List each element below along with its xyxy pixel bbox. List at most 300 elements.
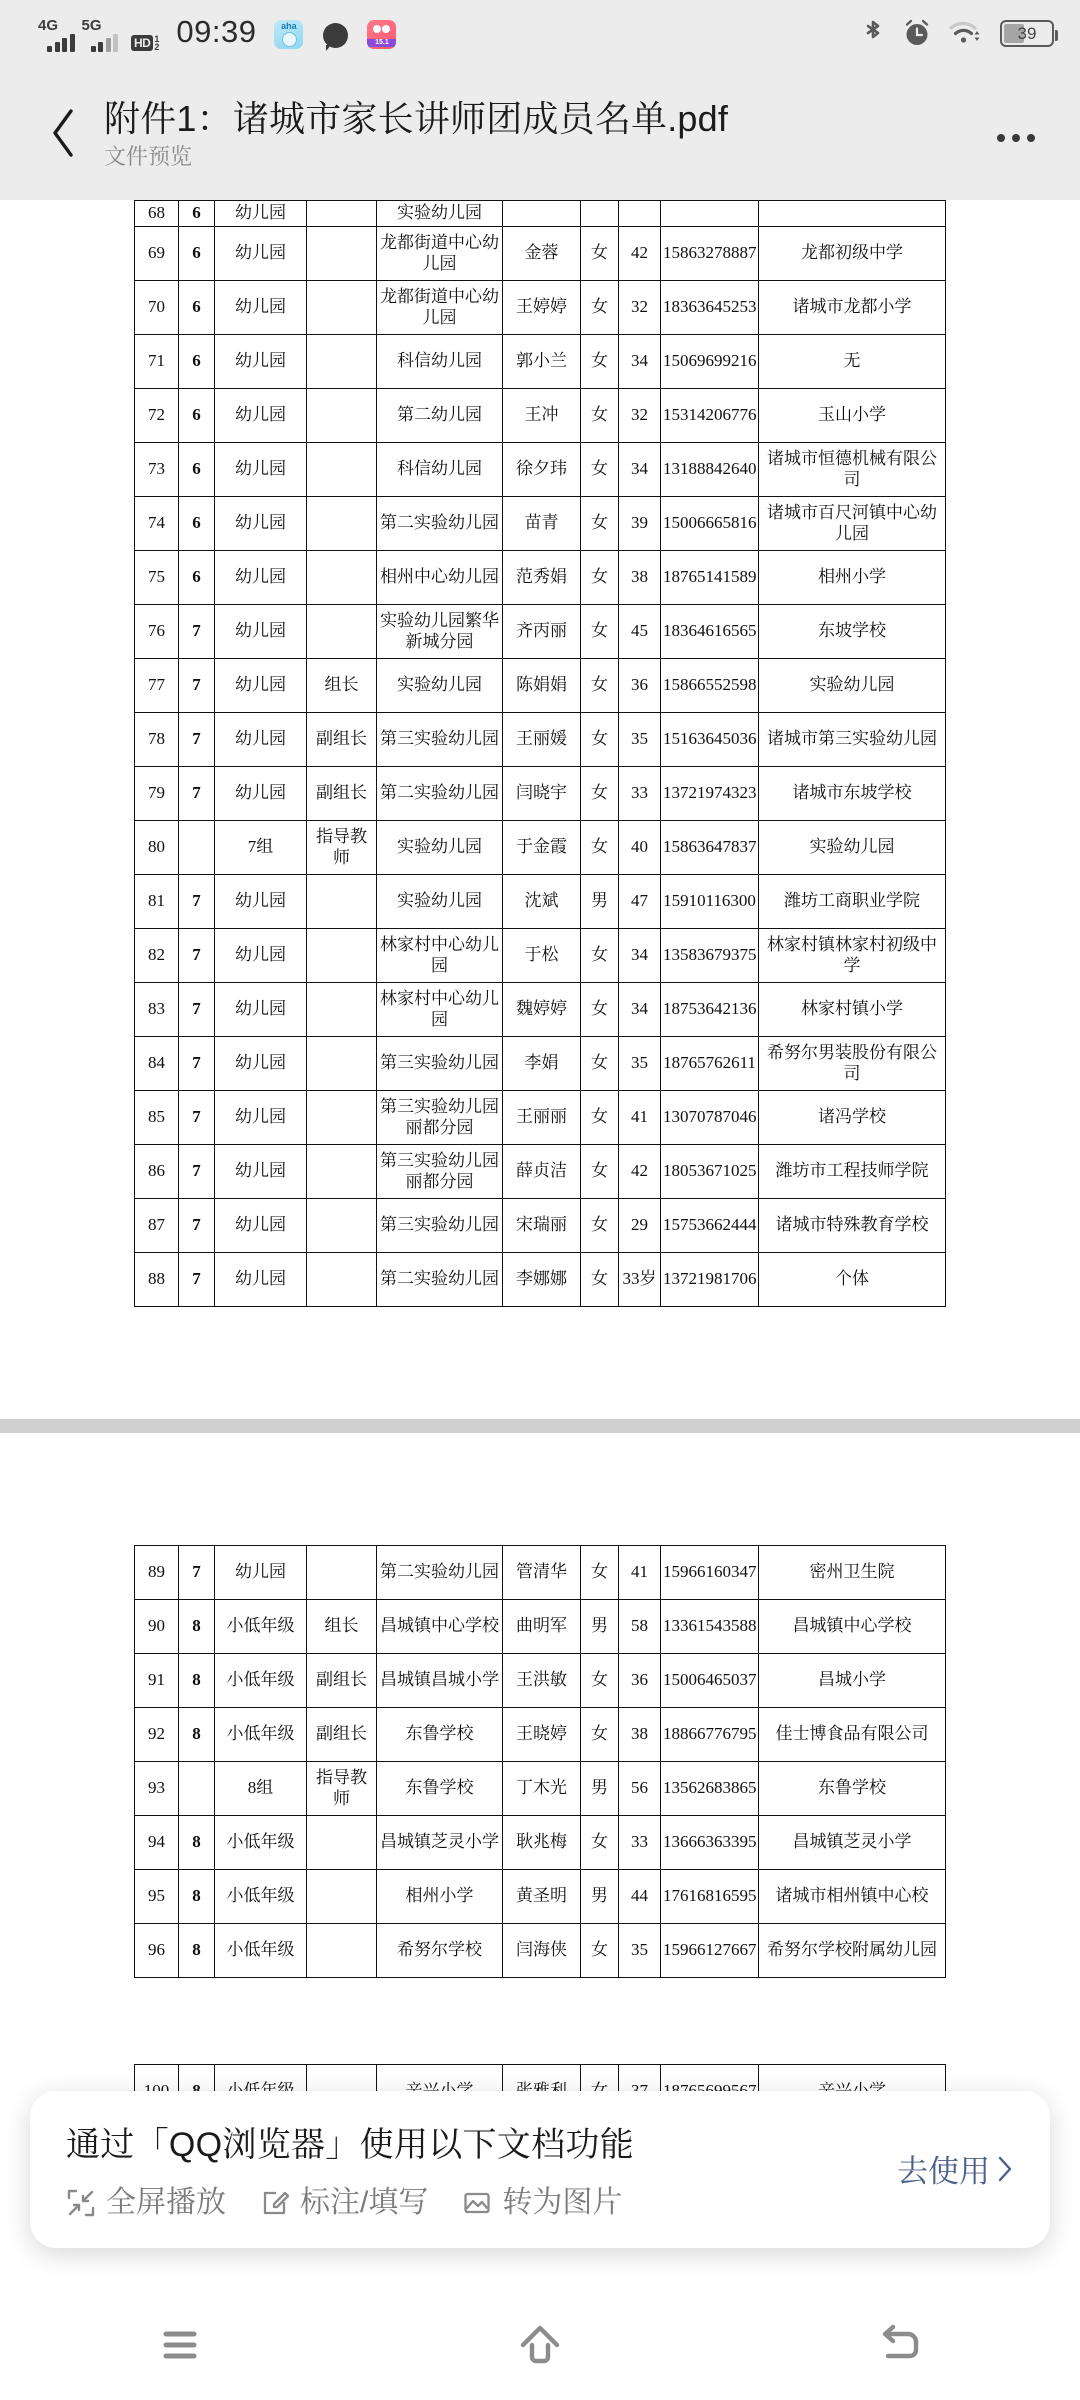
cell-stage: 幼儿园 (215, 1145, 307, 1199)
header-title-block (104, 98, 980, 168)
cell-group: 6 (179, 443, 215, 497)
signal-4g-icon (38, 18, 75, 52)
cell-no: 82 (135, 929, 179, 983)
cell-name: 齐丙丽 (503, 605, 581, 659)
cell-stage: 幼儿园 (215, 1199, 307, 1253)
cell-unit: 龙都街道中心幼儿园 (377, 227, 503, 281)
cell-phone (661, 201, 759, 227)
cell-group: 7 (179, 713, 215, 767)
cell-no: 93 (135, 1762, 179, 1816)
annotate-icon (260, 2188, 290, 2218)
cell-stage: 幼儿园 (215, 335, 307, 389)
table-row (135, 281, 946, 335)
cell-group: 7 (179, 1199, 215, 1253)
cell-role: 指导教师 (307, 1762, 377, 1816)
cell-sex: 男 (581, 1870, 619, 1924)
cell-org: 诸城市龙都小学 (759, 281, 946, 335)
table-body-page-2 (135, 1546, 946, 1978)
cell-name: 王洪敏 (503, 1654, 581, 1708)
cell-name: 徐夕玮 (503, 443, 581, 497)
cell-sex: 女 (581, 443, 619, 497)
table-row (135, 1708, 946, 1762)
cell-no: 81 (135, 875, 179, 929)
hamburger-icon (156, 2324, 204, 2366)
cell-age: 38 (619, 1708, 661, 1762)
table-row (135, 983, 946, 1037)
cell-stage: 小低年级 (215, 1708, 307, 1762)
cell-phone: 18753642136 (661, 983, 759, 1037)
cell-unit: 第三实验幼儿园 (377, 713, 503, 767)
cell-no: 73 (135, 443, 179, 497)
cell-name: 于金霞 (503, 821, 581, 875)
cell-unit: 第二实验幼儿园 (377, 497, 503, 551)
cell-stage: 小低年级 (215, 1600, 307, 1654)
cell-role: 组长 (307, 659, 377, 713)
cell-sex: 男 (581, 1762, 619, 1816)
members-table-page-1 (134, 200, 946, 1307)
cell-role (307, 281, 377, 335)
cell-stage: 幼儿园 (215, 875, 307, 929)
table-row (135, 1546, 946, 1600)
cell-no: 79 (135, 767, 179, 821)
cell-phone: 13721974323 (661, 767, 759, 821)
cell-sex: 女 (581, 389, 619, 443)
cell-phone: 18866776795 (661, 1708, 759, 1762)
cell-name: 苗青 (503, 497, 581, 551)
cell-phone: 15006465037 (661, 1654, 759, 1708)
cell-unit: 实验幼儿园 (377, 875, 503, 929)
cell-age: 47 (619, 875, 661, 929)
promo-action-list (66, 2188, 881, 2218)
cell-name: 闫海侠 (503, 1924, 581, 1978)
cell-phone: 18053671025 (661, 1145, 759, 1199)
cell-age: 33岁 (619, 1253, 661, 1307)
cell-no: 87 (135, 1199, 179, 1253)
cell-org: 无 (759, 335, 946, 389)
cell-group: 6 (179, 281, 215, 335)
promo-cta-button[interactable] (897, 2154, 1014, 2189)
cell-phone: 17616816595 (661, 1870, 759, 1924)
cell-role (307, 929, 377, 983)
cell-stage: 幼儿园 (215, 1091, 307, 1145)
cell-name: 管清华 (503, 1546, 581, 1600)
cell-org: 昌城小学 (759, 1654, 946, 1708)
cell-phone: 13361543588 (661, 1600, 759, 1654)
cell-group: 6 (179, 551, 215, 605)
signal-5g-icon (82, 18, 119, 52)
cell-age: 58 (619, 1600, 661, 1654)
cell-unit: 昌城镇中心学校 (377, 1600, 503, 1654)
promo-action-label: 全屏播放 (106, 2186, 226, 2219)
cell-age: 29 (619, 1199, 661, 1253)
table-row (135, 497, 946, 551)
cell-stage: 幼儿园 (215, 1037, 307, 1091)
cell-sex: 女 (581, 983, 619, 1037)
menu-button[interactable] (0, 2290, 360, 2400)
cell-org: 潍坊工商职业学院 (759, 875, 946, 929)
back-arrow-icon (874, 2322, 926, 2368)
cell-org: 玉山小学 (759, 389, 946, 443)
cell-unit: 科信幼儿园 (377, 335, 503, 389)
cell-no: 92 (135, 1708, 179, 1762)
cell-group: 6 (179, 201, 215, 227)
cell-role (307, 1924, 377, 1978)
cell-name: 王丽媛 (503, 713, 581, 767)
cell-phone: 18363645253 (661, 281, 759, 335)
cell-stage: 幼儿园 (215, 227, 307, 281)
table-row (135, 1762, 946, 1816)
cell-org (759, 201, 946, 227)
cell-group: 7 (179, 1145, 215, 1199)
promo-action-to-image[interactable] (462, 2188, 622, 2218)
cell-org: 昌城镇芝灵小学 (759, 1816, 946, 1870)
cell-sex: 女 (581, 1924, 619, 1978)
cell-group: 7 (179, 875, 215, 929)
cell-role (307, 1870, 377, 1924)
cell-role (307, 1546, 377, 1600)
cell-role (307, 1199, 377, 1253)
cell-sex: 女 (581, 1145, 619, 1199)
cell-sex: 女 (581, 551, 619, 605)
cell-phone: 18364616565 (661, 605, 759, 659)
cell-age: 41 (619, 1546, 661, 1600)
cell-age: 45 (619, 605, 661, 659)
cell-sex: 男 (581, 875, 619, 929)
cell-name: 于松 (503, 929, 581, 983)
cell-stage: 幼儿园 (215, 929, 307, 983)
promo-action-label: 转为图片 (502, 2186, 623, 2219)
cell-unit: 东鲁学校 (377, 1708, 503, 1762)
promo-content (66, 2125, 881, 2218)
table-row (135, 1870, 946, 1924)
cell-name: 薛贞洁 (503, 1145, 581, 1199)
cell-sex: 女 (581, 659, 619, 713)
status-bar-clock: 09:39 (176, 14, 257, 49)
cell-org: 个体 (759, 1253, 946, 1307)
cell-stage: 幼儿园 (215, 1546, 307, 1600)
cell-age: 34 (619, 983, 661, 1037)
table-body-page-1 (135, 201, 946, 227)
home-icon (514, 2321, 566, 2369)
cell-age: 35 (619, 1924, 661, 1978)
cell-phone: 13562683865 (661, 1762, 759, 1816)
cell-role (307, 1253, 377, 1307)
cell-phone: 18765141589 (661, 551, 759, 605)
cell-no: 69 (135, 227, 179, 281)
cell-role (307, 497, 377, 551)
app-header (0, 66, 1080, 200)
cell-stage: 幼儿园 (215, 983, 307, 1037)
cell-org: 实验幼儿园 (759, 821, 946, 875)
cell-org: 实验幼儿园 (759, 659, 946, 713)
qq-badge: 15.1 (367, 39, 396, 47)
cell-unit: 第二幼儿园 (377, 389, 503, 443)
cell-role (307, 551, 377, 605)
cell-no: 84 (135, 1037, 179, 1091)
cell-no: 80 (135, 821, 179, 875)
cell-org: 林家村镇林家村初级中学 (759, 929, 946, 983)
cell-group: 7 (179, 1037, 215, 1091)
cell-group: 8 (179, 1654, 215, 1708)
cell-phone: 13070787046 (661, 1091, 759, 1145)
page-subtitle: 文件预览 (104, 144, 193, 170)
cell-name: 李娟 (503, 1037, 581, 1091)
cell-sex: 女 (581, 929, 619, 983)
cell-unit: 实验幼儿园 (377, 659, 503, 713)
cell-org: 诸城市恒德机械有限公司 (759, 443, 946, 497)
battery-icon (1000, 20, 1054, 47)
cell-unit: 相州中心幼儿园 (377, 551, 503, 605)
cell-role: 副组长 (307, 767, 377, 821)
cell-role: 副组长 (307, 1708, 377, 1762)
cell-no: 83 (135, 983, 179, 1037)
more-options-button[interactable] (980, 134, 1052, 142)
cell-org: 东坡学校 (759, 605, 946, 659)
cell-name: 陈娟娟 (503, 659, 581, 713)
cell-phone: 13721981706 (661, 1253, 759, 1307)
cell-unit: 第二实验幼儿园 (377, 767, 503, 821)
cell-role (307, 227, 377, 281)
cell-age: 32 (619, 389, 661, 443)
cell-sex: 女 (581, 1654, 619, 1708)
cell-name: 耿兆梅 (503, 1816, 581, 1870)
cell-sex: 女 (581, 1037, 619, 1091)
table-row (135, 1091, 946, 1145)
more-horizontal-icon (997, 134, 1005, 142)
home-button[interactable] (360, 2290, 720, 2400)
table-row (135, 1253, 946, 1307)
cell-role (307, 1091, 377, 1145)
document-page-1 (0, 200, 1080, 1307)
aha-app-icon (274, 20, 303, 49)
table-row (135, 201, 946, 227)
members-table-page-2 (134, 1545, 946, 1978)
cell-org: 诸城市百尺河镇中心幼儿园 (759, 497, 946, 551)
cell-age: 34 (619, 335, 661, 389)
cell-no: 90 (135, 1600, 179, 1654)
cell-sex: 女 (581, 281, 619, 335)
table-row (135, 1199, 946, 1253)
promo-action-annotate[interactable] (260, 2188, 428, 2218)
cell-name: 曲明军 (503, 1600, 581, 1654)
table-row (135, 1816, 946, 1870)
cell-role: 副组长 (307, 713, 377, 767)
cell-group: 8 (179, 1816, 215, 1870)
cell-stage: 小低年级 (215, 1924, 307, 1978)
cell-unit: 第三实验幼儿园 (377, 1199, 503, 1253)
table-row (135, 1600, 946, 1654)
cell-sex: 女 (581, 335, 619, 389)
cell-unit: 第二实验幼儿园 (377, 1546, 503, 1600)
cell-age: 34 (619, 929, 661, 983)
cell-unit: 第三实验幼儿园丽都分园 (377, 1145, 503, 1199)
promo-action-label: 标注/填写 (300, 2186, 429, 2219)
cell-age: 36 (619, 1654, 661, 1708)
cell-age: 32 (619, 281, 661, 335)
cell-name: 闫晓宇 (503, 767, 581, 821)
cell-group: 6 (179, 389, 215, 443)
cell-name: 李娜娜 (503, 1253, 581, 1307)
cell-phone: 15966160347 (661, 1546, 759, 1600)
image-icon (462, 2188, 492, 2218)
cell-group: 8 (179, 1924, 215, 1978)
status-bar (0, 0, 1080, 66)
promo-title: 通过「QQ浏览器」使用以下文档功能 (66, 2126, 634, 2165)
cell-name: 王冲 (503, 389, 581, 443)
cell-group: 7 (179, 767, 215, 821)
cell-phone: 15006665816 (661, 497, 759, 551)
cell-role (307, 983, 377, 1037)
volte-hd-icon (131, 35, 159, 51)
cell-sex: 女 (581, 713, 619, 767)
cell-org: 诸冯学校 (759, 1091, 946, 1145)
cell-group: 8 (179, 1708, 215, 1762)
cell-stage: 幼儿园 (215, 201, 307, 227)
cell-phone: 15910116300 (661, 875, 759, 929)
table-body-rows-page-1 (135, 227, 946, 1307)
cell-no: 77 (135, 659, 179, 713)
cell-name: 丁木光 (503, 1762, 581, 1816)
cell-unit: 第三实验幼儿园 (377, 1037, 503, 1091)
cell-sex: 女 (581, 1091, 619, 1145)
cell-age: 35 (619, 1037, 661, 1091)
cell-unit: 相州小学 (377, 1870, 503, 1924)
cell-group: 6 (179, 227, 215, 281)
cell-no: 70 (135, 281, 179, 335)
fullscreen-icon (66, 2188, 96, 2218)
cell-name (503, 201, 581, 227)
cell-org: 林家村镇小学 (759, 983, 946, 1037)
cell-group: 7 (179, 929, 215, 983)
cell-age: 42 (619, 1145, 661, 1199)
cell-no: 88 (135, 1253, 179, 1307)
back-button[interactable] (34, 103, 94, 163)
cell-stage: 幼儿园 (215, 443, 307, 497)
cell-name: 王晓婷 (503, 1708, 581, 1762)
document-viewport[interactable] (0, 200, 1080, 2400)
table-row (135, 929, 946, 983)
cell-name: 金蓉 (503, 227, 581, 281)
cell-no: 74 (135, 497, 179, 551)
cell-org: 潍坊市工程技师学院 (759, 1145, 946, 1199)
cell-age: 36 (619, 659, 661, 713)
cell-age: 39 (619, 497, 661, 551)
cell-stage: 幼儿园 (215, 281, 307, 335)
cell-org: 相州小学 (759, 551, 946, 605)
cell-unit: 龙都街道中心幼儿园 (377, 281, 503, 335)
cell-group (179, 1762, 215, 1816)
cell-stage: 幼儿园 (215, 1253, 307, 1307)
back-button[interactable] (720, 2290, 1080, 2400)
cell-unit: 希努尔学校 (377, 1924, 503, 1978)
cell-age: 34 (619, 443, 661, 497)
qq-browser-promo-card[interactable] (30, 2091, 1050, 2248)
cell-no: 96 (135, 1924, 179, 1978)
table-row (135, 713, 946, 767)
cell-name: 魏婷婷 (503, 983, 581, 1037)
cell-no: 86 (135, 1145, 179, 1199)
cell-unit: 林家村中心幼儿园 (377, 929, 503, 983)
cell-phone: 15753662444 (661, 1199, 759, 1253)
cell-org: 希努尔学校附属幼儿园 (759, 1924, 946, 1978)
cell-sex: 女 (581, 1253, 619, 1307)
cell-unit: 昌城镇芝灵小学 (377, 1816, 503, 1870)
network-type-1: 4G (38, 17, 59, 34)
cell-no: 95 (135, 1870, 179, 1924)
cell-unit: 第三实验幼儿园丽都分园 (377, 1091, 503, 1145)
table-row (135, 335, 946, 389)
cell-name: 沈斌 (503, 875, 581, 929)
promo-action-fullscreen[interactable] (66, 2188, 226, 2218)
cell-sex (581, 201, 619, 227)
cell-group: 7 (179, 1091, 215, 1145)
table-row (135, 389, 946, 443)
cell-group: 8 (179, 1600, 215, 1654)
cell-unit: 昌城镇昌城小学 (377, 1654, 503, 1708)
cell-stage: 8组 (215, 1762, 307, 1816)
cell-age: 33 (619, 1816, 661, 1870)
page-separator (0, 1419, 1080, 1433)
cell-org: 昌城镇中心学校 (759, 1600, 946, 1654)
cell-phone: 18765762611 (661, 1037, 759, 1091)
cell-phone: 13583679375 (661, 929, 759, 983)
cell-org: 希努尔男装股份有限公司 (759, 1037, 946, 1091)
cell-no: 71 (135, 335, 179, 389)
page-title: 附件1：诸城市家长讲师团成员名单.pdf (104, 97, 729, 139)
cell-name: 王丽丽 (503, 1091, 581, 1145)
cell-stage: 小低年级 (215, 1654, 307, 1708)
cell-name: 黄圣明 (503, 1870, 581, 1924)
cell-phone: 15069699216 (661, 335, 759, 389)
cell-stage: 幼儿园 (215, 713, 307, 767)
table-row (135, 605, 946, 659)
cell-age (619, 201, 661, 227)
table-row (135, 227, 946, 281)
cell-age: 38 (619, 551, 661, 605)
cell-role (307, 201, 377, 227)
cell-org: 诸城市第三实验幼儿园 (759, 713, 946, 767)
cell-phone: 13188842640 (661, 443, 759, 497)
cell-stage: 幼儿园 (215, 497, 307, 551)
table-row (135, 875, 946, 929)
cell-sex: 女 (581, 497, 619, 551)
cell-phone: 13666363395 (661, 1816, 759, 1870)
cell-phone: 15863647837 (661, 821, 759, 875)
cell-role (307, 1037, 377, 1091)
cell-group (179, 821, 215, 875)
cell-no: 91 (135, 1654, 179, 1708)
document-page-2 (0, 1545, 1080, 2119)
cell-sex: 女 (581, 1546, 619, 1600)
cell-unit: 实验幼儿园繁华新城分园 (377, 605, 503, 659)
cell-name: 宋瑞丽 (503, 1199, 581, 1253)
cell-age: 44 (619, 1870, 661, 1924)
hd-sub-bottom: 2 (154, 42, 160, 52)
table-row (135, 551, 946, 605)
cell-unit: 实验幼儿园 (377, 821, 503, 875)
cell-role (307, 389, 377, 443)
table-row (135, 1037, 946, 1091)
cell-unit: 第二实验幼儿园 (377, 1253, 503, 1307)
cell-no: 85 (135, 1091, 179, 1145)
cell-role (307, 1145, 377, 1199)
cell-phone: 15163645036 (661, 713, 759, 767)
cell-group: 7 (179, 659, 215, 713)
cell-phone: 15314206776 (661, 389, 759, 443)
cell-unit: 科信幼儿园 (377, 443, 503, 497)
cell-org: 诸城市东坡学校 (759, 767, 946, 821)
cell-stage: 小低年级 (215, 1870, 307, 1924)
